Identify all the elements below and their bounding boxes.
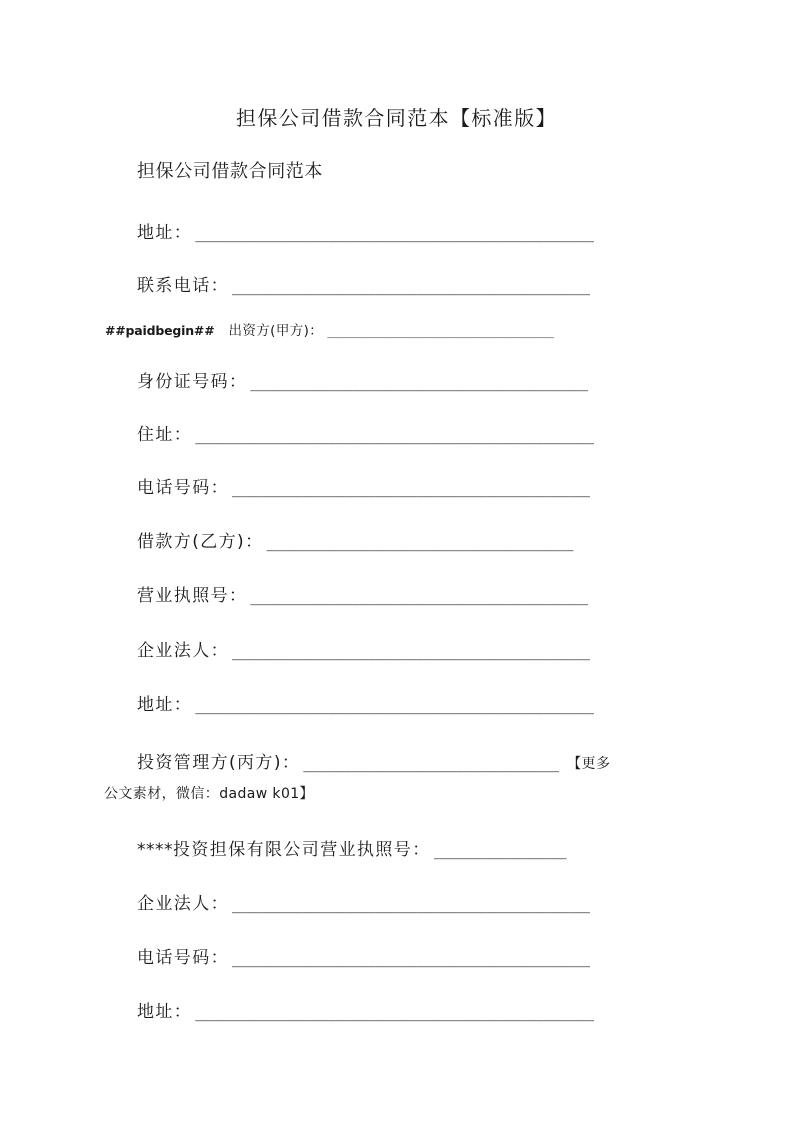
field-label: 电话号码： <box>137 948 229 968</box>
field-blank-line[interactable]: ___________________________________ <box>232 478 591 498</box>
field-label: 电话号码： <box>137 478 229 498</box>
field-label: 企业法人： <box>137 641 229 661</box>
company-name-asterisks: **** <box>137 840 173 860</box>
field-label: 营业执照号： <box>137 586 248 606</box>
field-label: 地址： <box>137 223 193 243</box>
field-label: 联系电话： <box>137 276 229 296</box>
promo-note-inline: 【更多 <box>567 756 611 772</box>
field-row-business-license-1 <box>137 583 588 609</box>
field-row-address-3 <box>137 999 594 1025</box>
field-blank-line[interactable]: _______________________________________ <box>195 223 595 243</box>
field-blank-line[interactable]: ___________________________________ <box>232 894 591 914</box>
field-row-contact-phone <box>137 273 590 299</box>
field-row-guarantee-company-license <box>137 837 567 863</box>
field-label: 企业法人： <box>137 894 229 914</box>
field-row-residence <box>137 422 594 448</box>
field-label: 地址： <box>137 695 193 715</box>
field-blank-line[interactable]: _______________________________________ <box>195 1002 595 1022</box>
field-blank-line[interactable]: _______________________________________ <box>195 425 595 445</box>
field-row-investment-manager-party-c <box>137 750 610 777</box>
field-row-id-number <box>137 369 588 395</box>
field-row-legal-representative-1 <box>137 638 590 664</box>
field-label: 地址： <box>137 1002 193 1022</box>
field-label: 投资担保有限公司营业执照号： <box>173 840 431 860</box>
field-label: 住址： <box>137 425 193 445</box>
field-row-address-1 <box>137 220 594 246</box>
field-row-legal-representative-2 <box>137 891 590 917</box>
field-row-phone-number-2 <box>137 945 590 971</box>
document-subtitle: 担保公司借款合同范本 <box>137 161 323 182</box>
field-blank-line[interactable]: ______________________________ <box>266 532 574 552</box>
field-blank-line[interactable]: ___________________________________ <box>232 641 591 661</box>
field-label: 身份证号码： <box>137 372 248 392</box>
field-blank-line[interactable]: _____________ <box>433 840 567 860</box>
field-blank-line[interactable]: _________________________ <box>303 753 560 773</box>
paidbegin-marker: ##paidbegin## <box>105 323 215 338</box>
field-label: 投资管理方(丙方)： <box>137 753 301 773</box>
field-blank-line[interactable]: ___________________________________ <box>232 276 591 296</box>
field-row-phone-number-1 <box>137 475 590 501</box>
field-label: 借款方(乙方)： <box>137 532 264 552</box>
promo-note-second-line: 公文素材，微信：dadaw k01】 <box>104 786 314 802</box>
field-blank-line[interactable]: _________________________________ <box>250 586 589 606</box>
field-row-borrower-party-b <box>137 529 574 555</box>
field-blank-line[interactable]: ___________________________________ <box>232 948 591 968</box>
field-row-funder-party-a <box>105 321 554 342</box>
page-title: 担保公司借款合同范本【标准版】 <box>236 106 557 130</box>
field-label: 出资方(甲方)： <box>228 323 324 339</box>
field-blank-line[interactable]: _____________________________ <box>327 324 555 339</box>
field-blank-line[interactable]: _________________________________ <box>250 372 589 392</box>
field-blank-line[interactable]: _______________________________________ <box>195 695 595 715</box>
field-row-address-2 <box>137 692 594 718</box>
